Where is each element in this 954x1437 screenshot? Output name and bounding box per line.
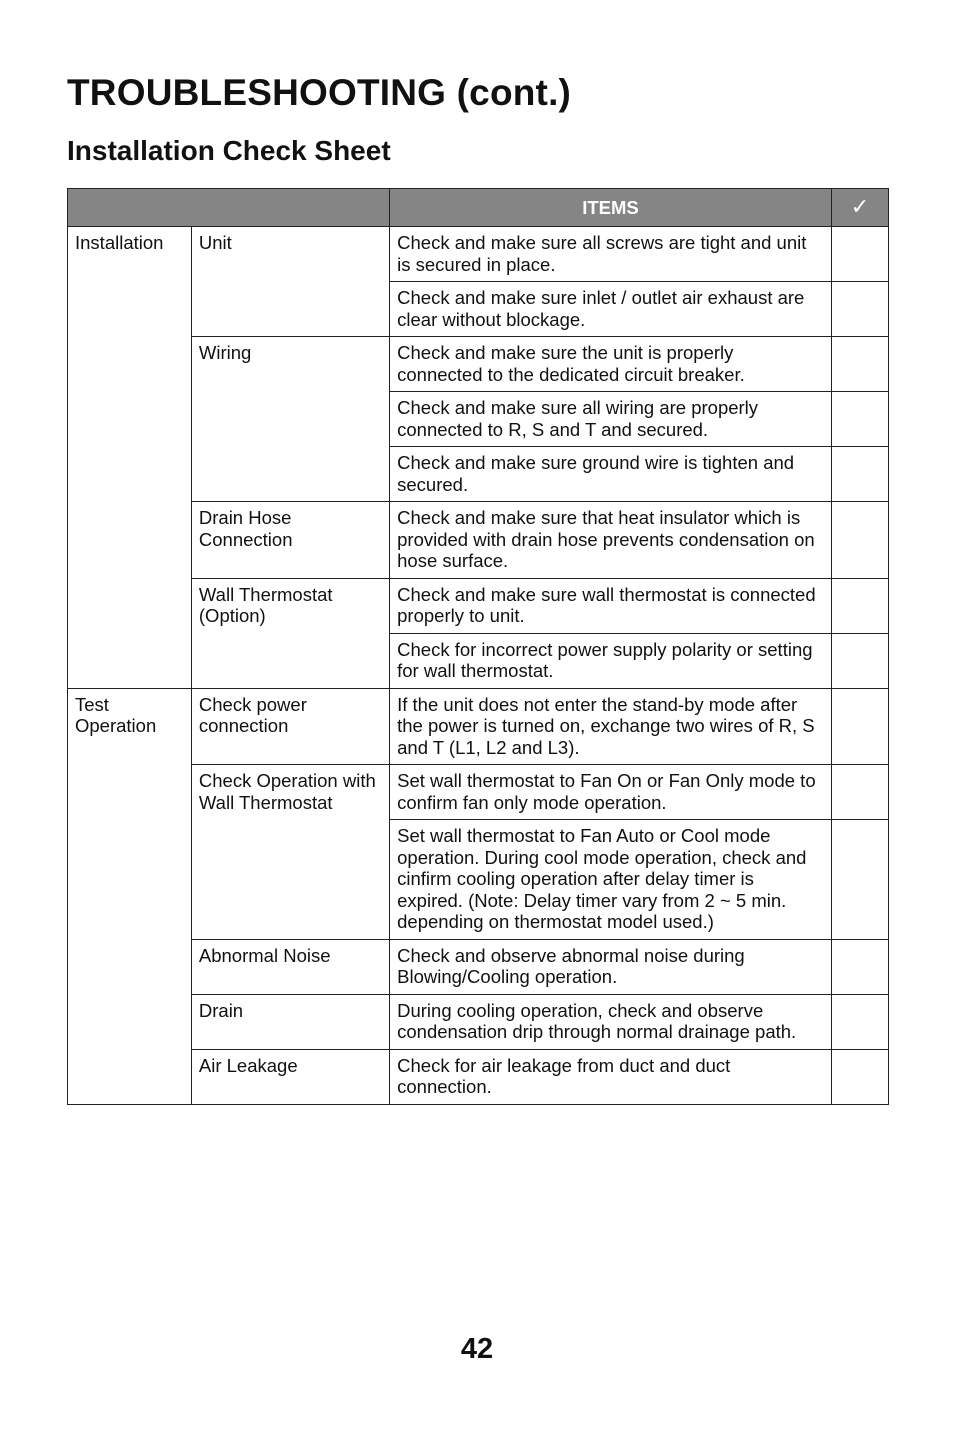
check-item-cell: Check and make sure wall thermostat is connected properly to unit. <box>390 578 832 633</box>
checkmark-icon: ✓ <box>850 194 870 220</box>
section-cell: Installation <box>68 227 192 689</box>
header-blank-cell <box>68 189 390 227</box>
checkbox-cell[interactable] <box>831 447 888 502</box>
table-row <box>68 578 889 633</box>
page-title: TROUBLESHOOTING (cont.) <box>67 72 572 113</box>
table-row <box>68 765 889 820</box>
check-item-cell: Check and observe abnormal noise during Blowing/Cooling operation. <box>390 939 832 994</box>
checkbox-cell[interactable] <box>831 392 888 447</box>
category-cell: Check Operation with Wall Thermostat <box>191 765 389 940</box>
check-item-cell: Check and make sure all wiring are properly connected to R, S and T and secured. <box>390 392 832 447</box>
table-row <box>68 227 889 282</box>
category-cell: Drain <box>191 994 389 1049</box>
checkbox-cell[interactable] <box>831 337 888 392</box>
check-item-cell: Set wall thermostat to Fan On or Fan Only mode to confirm fan only mode operation. <box>390 765 832 820</box>
checkbox-cell[interactable] <box>831 502 888 579</box>
check-item-cell: Check and make sure that heat insulator which is provided with drain hose prevents condensation on hose surface. <box>390 502 832 579</box>
category-cell: Abnormal Noise <box>191 939 389 994</box>
check-item-cell: Check for incorrect power supply polarity or setting for wall thermostat. <box>390 633 832 688</box>
checkbox-cell[interactable] <box>831 1049 888 1104</box>
table-row <box>68 1049 889 1104</box>
check-item-cell: Check and make sure ground wire is tighten and secured. <box>390 447 832 502</box>
table-row <box>68 502 889 579</box>
checkbox-cell[interactable] <box>831 633 888 688</box>
check-item-cell: Check for air leakage from duct and duct connection. <box>390 1049 832 1104</box>
table-row <box>68 337 889 392</box>
table-header-row <box>68 189 889 227</box>
checkbox-cell[interactable] <box>831 578 888 633</box>
category-cell: Check power connection <box>191 688 389 765</box>
section-cell: Test Operation <box>68 688 192 1104</box>
category-cell: Wall Thermostat (Option) <box>191 578 389 688</box>
check-item-cell: Check and make sure all screws are tight and unit is secured in place. <box>390 227 832 282</box>
checkbox-cell[interactable] <box>831 227 888 282</box>
table-row <box>68 688 889 765</box>
checkbox-cell[interactable] <box>831 765 888 820</box>
check-item-cell: Check and make sure the unit is properly connected to the dedicated circuit breaker. <box>390 337 832 392</box>
page-number: 42 <box>460 1333 494 1365</box>
category-cell: Unit <box>191 227 389 337</box>
checkbox-cell[interactable] <box>831 994 888 1049</box>
category-cell: Air Leakage <box>191 1049 389 1104</box>
header-check-icon <box>831 189 888 227</box>
header-items: ITEMS <box>390 189 832 227</box>
table-row <box>68 939 889 994</box>
table-body <box>68 227 889 1105</box>
check-item-cell: Check and make sure inlet / outlet air exhaust are clear without blockage. <box>390 282 832 337</box>
checkbox-cell[interactable] <box>831 282 888 337</box>
check-item-cell: During cooling operation, check and observe condensation drip through normal drainage path. <box>390 994 832 1049</box>
checkbox-cell[interactable] <box>831 688 888 765</box>
checkbox-cell[interactable] <box>831 939 888 994</box>
check-item-cell: If the unit does not enter the stand-by mode after the power is turned on, exchange two wires of R, S and T (L1, L2 and L3). <box>390 688 832 765</box>
category-cell: Drain Hose Connection <box>191 502 389 579</box>
installation-check-table <box>67 188 889 1105</box>
section-subtitle: Installation Check Sheet <box>67 135 391 166</box>
check-item-cell: Set wall thermostat to Fan Auto or Cool mode operation. During cool mode operation, check and cinfirm cooling operation after delay timer is expired. (Note: Delay timer vary from 2 ~ 5 min. depending on thermostat model used.) <box>390 820 832 940</box>
checkbox-cell[interactable] <box>831 820 888 940</box>
category-cell: Wiring <box>191 337 389 502</box>
table-row <box>68 994 889 1049</box>
